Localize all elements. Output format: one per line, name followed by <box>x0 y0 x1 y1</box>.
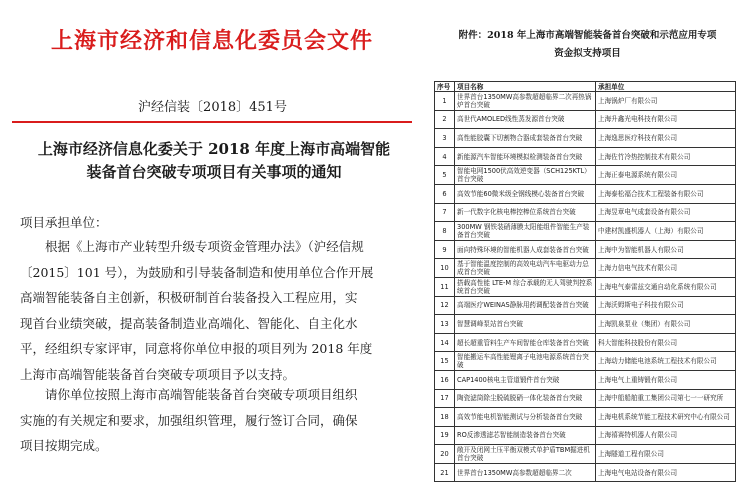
row-index: 16 <box>435 370 455 389</box>
table-row <box>435 184 736 203</box>
paragraph-line: 〔2015〕101 号），为鼓励和引导装备制造和使用单位合作开展 <box>20 264 374 280</box>
notice-title-line: 上海市经济信息化委关于 2018 年度上海市高端智能 <box>37 140 391 158</box>
undertaking-unit: 上海凯泉泵业（集团）有限公司 <box>596 315 736 334</box>
table-row <box>435 352 736 371</box>
project-name: 世界首台1350MW高参数超超临界二次 <box>455 463 596 482</box>
table-row <box>435 408 736 427</box>
paragraph-line: 根据《上海市产业转型升级专项资金管理办法》（沪经信规 <box>20 239 364 254</box>
table-row <box>435 203 736 222</box>
undertaking-unit: 上海电气上重铸锻有限公司 <box>596 370 736 389</box>
table-header-row <box>435 82 736 92</box>
table-row <box>435 333 736 352</box>
row-index: 18 <box>435 408 455 427</box>
table-row <box>435 426 736 445</box>
paragraph-line: 高端智能装备自主创新，积极研制首台装备投入工程应用，实 <box>20 290 358 305</box>
table-row <box>435 259 736 278</box>
row-index: 20 <box>435 445 455 464</box>
table-row <box>435 166 736 185</box>
undertaking-unit: 上海隧道工程有限公司 <box>596 445 736 464</box>
project-name: 搭载高性能 LTE-M 综合承载的无人驾驶判控系统首台突破 <box>455 277 596 296</box>
row-index: 6 <box>435 184 455 203</box>
project-name: 300MW 钢铁装硝薄膜太阳能组件智能生产装备首台突破 <box>455 222 596 241</box>
annex-subtitle: 资金拟支持项目 <box>554 48 621 59</box>
row-index: 12 <box>435 296 455 315</box>
project-name: 基于智能温度控制的高效电动汽车电驱动力总成首台突破 <box>455 259 596 278</box>
paragraph-line: 上海市高端智能装备首台突破专项项目予以支持。 <box>20 366 296 382</box>
project-name: 新一代数字化核电棒控棒位系统首台突破 <box>455 203 596 222</box>
project-name: 超长超重管料生产车间智能仓库装备首台突破 <box>455 333 596 352</box>
body-paragraph-1 <box>20 234 412 387</box>
undertaking-unit: 上海昱章电气成套设备有限公司 <box>596 203 736 222</box>
undertaking-unit: 上海锅炉厂有限公司 <box>596 92 736 111</box>
row-index: 14 <box>435 333 455 352</box>
recipient-line: 项目承担单位： <box>20 215 108 230</box>
table-row <box>435 277 736 296</box>
document-number: 沪经信装〔2018〕451号 <box>138 100 287 115</box>
paragraph-line: 实施的有关规定和要求，加强组织管理，履行签订合同，确保 <box>20 412 358 428</box>
undertaking-unit: 科大智能科技股份有限公司 <box>596 333 736 352</box>
paragraph-line: 现首台业绩突破，提高装备制造业高端化、智能化、自主化水 <box>20 315 358 331</box>
table-row <box>435 389 736 408</box>
paragraph-line: 项目按期完成。 <box>20 438 108 453</box>
row-index: 2 <box>435 110 455 129</box>
paragraph-line: 平，经组织专家评审，同意将你单位申报的项目列为 2018 年度 <box>20 341 373 356</box>
undertaking-unit: 上海正泰电源系统有限公司 <box>596 166 736 185</box>
header-divider <box>12 121 412 123</box>
column-header-project: 项目名称 <box>455 82 596 92</box>
undertaking-unit: 上海力信电气技术有限公司 <box>596 259 736 278</box>
undertaking-unit: 中建材凯盛机器人（上海）有限公司 <box>596 222 736 241</box>
notice-title <box>14 138 414 184</box>
project-name: 智慧调峰泵站首台突破 <box>455 315 596 334</box>
row-index: 10 <box>435 259 455 278</box>
table-row <box>435 463 736 482</box>
project-name: RO反渗透滤芯智能制造装备首台突破 <box>455 426 596 445</box>
row-index: 8 <box>435 222 455 241</box>
table-row <box>435 129 736 148</box>
undertaking-unit: 上海逸思医疗科技有限公司 <box>596 129 736 148</box>
row-index: 17 <box>435 389 455 408</box>
table-row <box>435 445 736 464</box>
project-name: 敞开及闭网土压平衡双模式单护盾TBM掘进机首台突破 <box>455 445 596 464</box>
project-name: 高性能胶囊下切割物合器成套装备首台突破 <box>455 129 596 148</box>
table-row <box>435 110 736 129</box>
paragraph-line: 请你单位按照上海市高端智能装备首台突破专项项目组织 <box>20 387 358 402</box>
undertaking-unit: 上海中为智能机器人有限公司 <box>596 240 736 259</box>
undertaking-unit: 上海沃姆斯电子科技有限公司 <box>596 296 736 315</box>
undertaking-unit: 上海动力储能电池系统工程技术有限公司 <box>596 352 736 371</box>
column-header-unit: 承担单位 <box>596 82 736 92</box>
document-header: 上海市经济和信息化委员会文件 <box>50 28 373 54</box>
project-name: 智能电网1500伏高效逆变器（SCH125KTL）首台突破 <box>455 166 596 185</box>
undertaking-unit: 上海升鑫光电科技有限公司 <box>596 110 736 129</box>
project-table <box>434 81 736 482</box>
table-row <box>435 147 736 166</box>
undertaking-unit: 上海禧赛特机器人有限公司 <box>596 426 736 445</box>
row-index: 4 <box>435 147 455 166</box>
undertaking-unit: 上海佐竹冷热控制技术有限公司 <box>596 147 736 166</box>
row-index: 3 <box>435 129 455 148</box>
annex-page <box>425 0 750 500</box>
project-name: 智能搬运车高性能锂离子电池电源系统首台突破 <box>455 352 596 371</box>
table-row <box>435 370 736 389</box>
row-index: 13 <box>435 315 455 334</box>
body-paragraph-2 <box>20 382 412 459</box>
table-row <box>435 222 736 241</box>
annex-title: 附件：2018 年上海市高端智能装备首台突破和示范应用专项 <box>458 30 717 41</box>
row-index: 1 <box>435 92 455 111</box>
undertaking-unit: 上海电机系统节能工程技术研究中心有限公司 <box>596 408 736 427</box>
project-name: 高效节能电机智能测试与分析装备首台突破 <box>455 408 596 427</box>
row-index: 19 <box>435 426 455 445</box>
undertaking-unit: 上海电气电站设备有限公司 <box>596 463 736 482</box>
row-index: 7 <box>435 203 455 222</box>
project-name: 陶瓷滤筒除尘脱硫脱硝一体化装备首台突破 <box>455 389 596 408</box>
row-index: 9 <box>435 240 455 259</box>
row-index: 15 <box>435 352 455 371</box>
project-name: 高效节能60微米级全钢线模心装备首台突破 <box>455 184 596 203</box>
table-body <box>435 92 736 482</box>
project-name: 新能源汽车智能环境模拟检测装备首台突破 <box>455 147 596 166</box>
table-row <box>435 296 736 315</box>
undertaking-unit: 上海电气泰雷兹交通自动化系统有限公司 <box>596 277 736 296</box>
project-name: CAP1400核电主管道锻件首台突破 <box>455 370 596 389</box>
undertaking-unit: 上海泰松福合技术工程装备有限公司 <box>596 184 736 203</box>
table-row <box>435 240 736 259</box>
project-name: 面向特殊环境的智能机器人成套装备首台突破 <box>455 240 596 259</box>
row-index: 11 <box>435 277 455 296</box>
row-index: 21 <box>435 463 455 482</box>
undertaking-unit: 上海中船船舶重工集团公司第七一一研究所 <box>596 389 736 408</box>
row-index: 5 <box>435 166 455 185</box>
project-name: 高世代AMOLED线性蒸发源首台突破 <box>455 110 596 129</box>
column-header-index: 序号 <box>435 82 455 92</box>
notice-title-line: 装备首台突破专项项目有关事项的通知 <box>86 163 342 181</box>
table-row <box>435 92 736 111</box>
project-name: 高端医疗WEINAS静脉用药调配装备首台突破 <box>455 296 596 315</box>
project-name: 世界首台1350MW高参数超超临界二次再热锅炉首台突破 <box>455 92 596 111</box>
table-row <box>435 315 736 334</box>
